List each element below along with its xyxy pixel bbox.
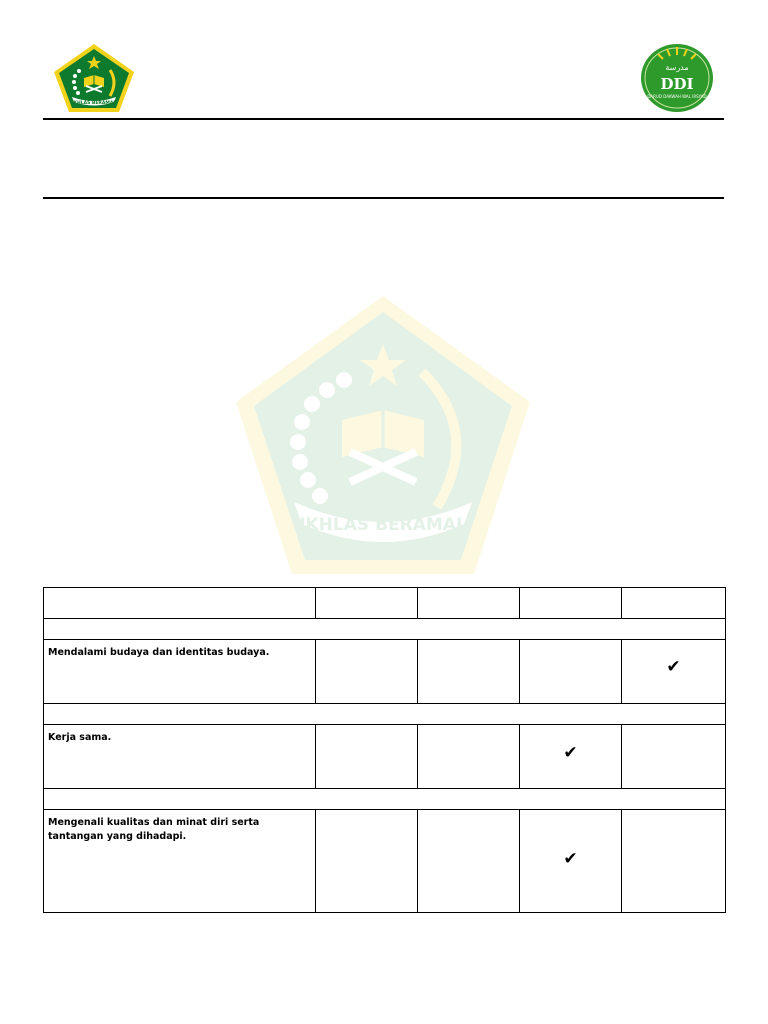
header-divider-bottom [43, 197, 724, 199]
score-cell [418, 725, 520, 789]
header-cell [622, 588, 726, 619]
row-label: Kerja sama. [44, 725, 316, 789]
score-cell [316, 725, 418, 789]
section-label [44, 789, 726, 810]
check-mark-icon: ✔ [563, 743, 578, 763]
section-row [44, 619, 726, 640]
header-cell [316, 588, 418, 619]
header-divider-top [43, 118, 724, 120]
score-cell [418, 640, 520, 704]
ddi-initials: DDI [660, 75, 694, 93]
header-cell [44, 588, 316, 619]
check-mark-icon: ✔ [666, 657, 681, 677]
score-cell [622, 725, 726, 789]
score-cell [520, 640, 622, 704]
row-label: Mendalami budaya dan identitas budaya. [44, 640, 316, 704]
table-row [44, 810, 726, 913]
kemenag-watermark [232, 292, 534, 577]
watermark-motto: IKHLAS BERAMAL [299, 515, 467, 535]
check-mark-icon: ✔ [563, 849, 578, 869]
ddi-arabic-text: مدرسة [665, 63, 689, 72]
score-cell [622, 640, 726, 704]
table-header-row [44, 588, 726, 619]
table-row [44, 640, 726, 704]
table-row [44, 725, 726, 789]
ddi-logo [640, 43, 714, 113]
score-cell [520, 810, 622, 913]
score-cell [316, 810, 418, 913]
score-cell [622, 810, 726, 913]
section-row [44, 789, 726, 810]
kemenag-logo [52, 42, 136, 114]
section-row [44, 704, 726, 725]
assessment-table [43, 587, 726, 913]
header-cell [520, 588, 622, 619]
header-cell [418, 588, 520, 619]
score-cell [418, 810, 520, 913]
ddi-tagline: DARUD DAKWAH WAL IRSYAD [647, 94, 707, 99]
score-cell [520, 725, 622, 789]
row-label: Mengenali kualitas dan minat diri serta tantangan yang dihadapi. [44, 810, 316, 913]
section-label [44, 704, 726, 725]
left-logo-motto: IKHLAS BERAMAL [71, 101, 117, 106]
score-cell [316, 640, 418, 704]
section-label [44, 619, 726, 640]
